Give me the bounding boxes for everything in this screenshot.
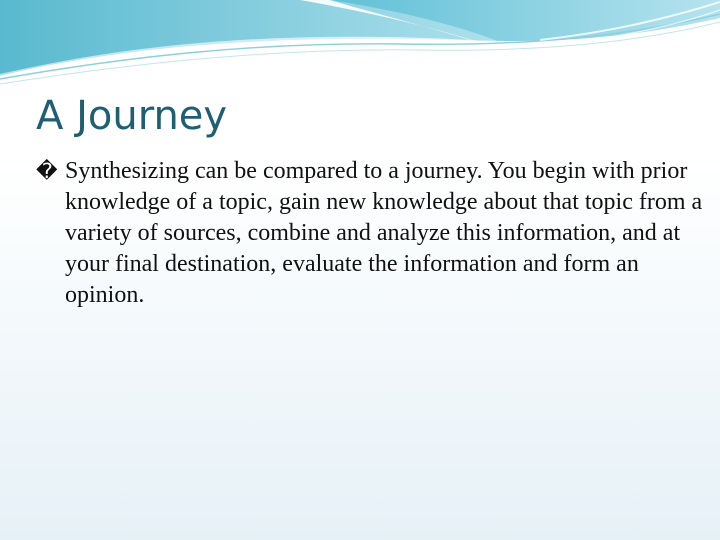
bullet-glyph: � (36, 159, 58, 183)
decorative-wave-header (0, 0, 720, 90)
slide-body-text: Synthesizing can be compared to a journey. You begin with prior knowledge of a topic, gain new knowledge about that topic from a variety of sources, combine and analyze this information, and at your final destination, evaluate the information and form an opinion. (65, 158, 703, 308)
slide-title: A Journey (36, 93, 228, 139)
slide-body-bullet (36, 156, 705, 311)
